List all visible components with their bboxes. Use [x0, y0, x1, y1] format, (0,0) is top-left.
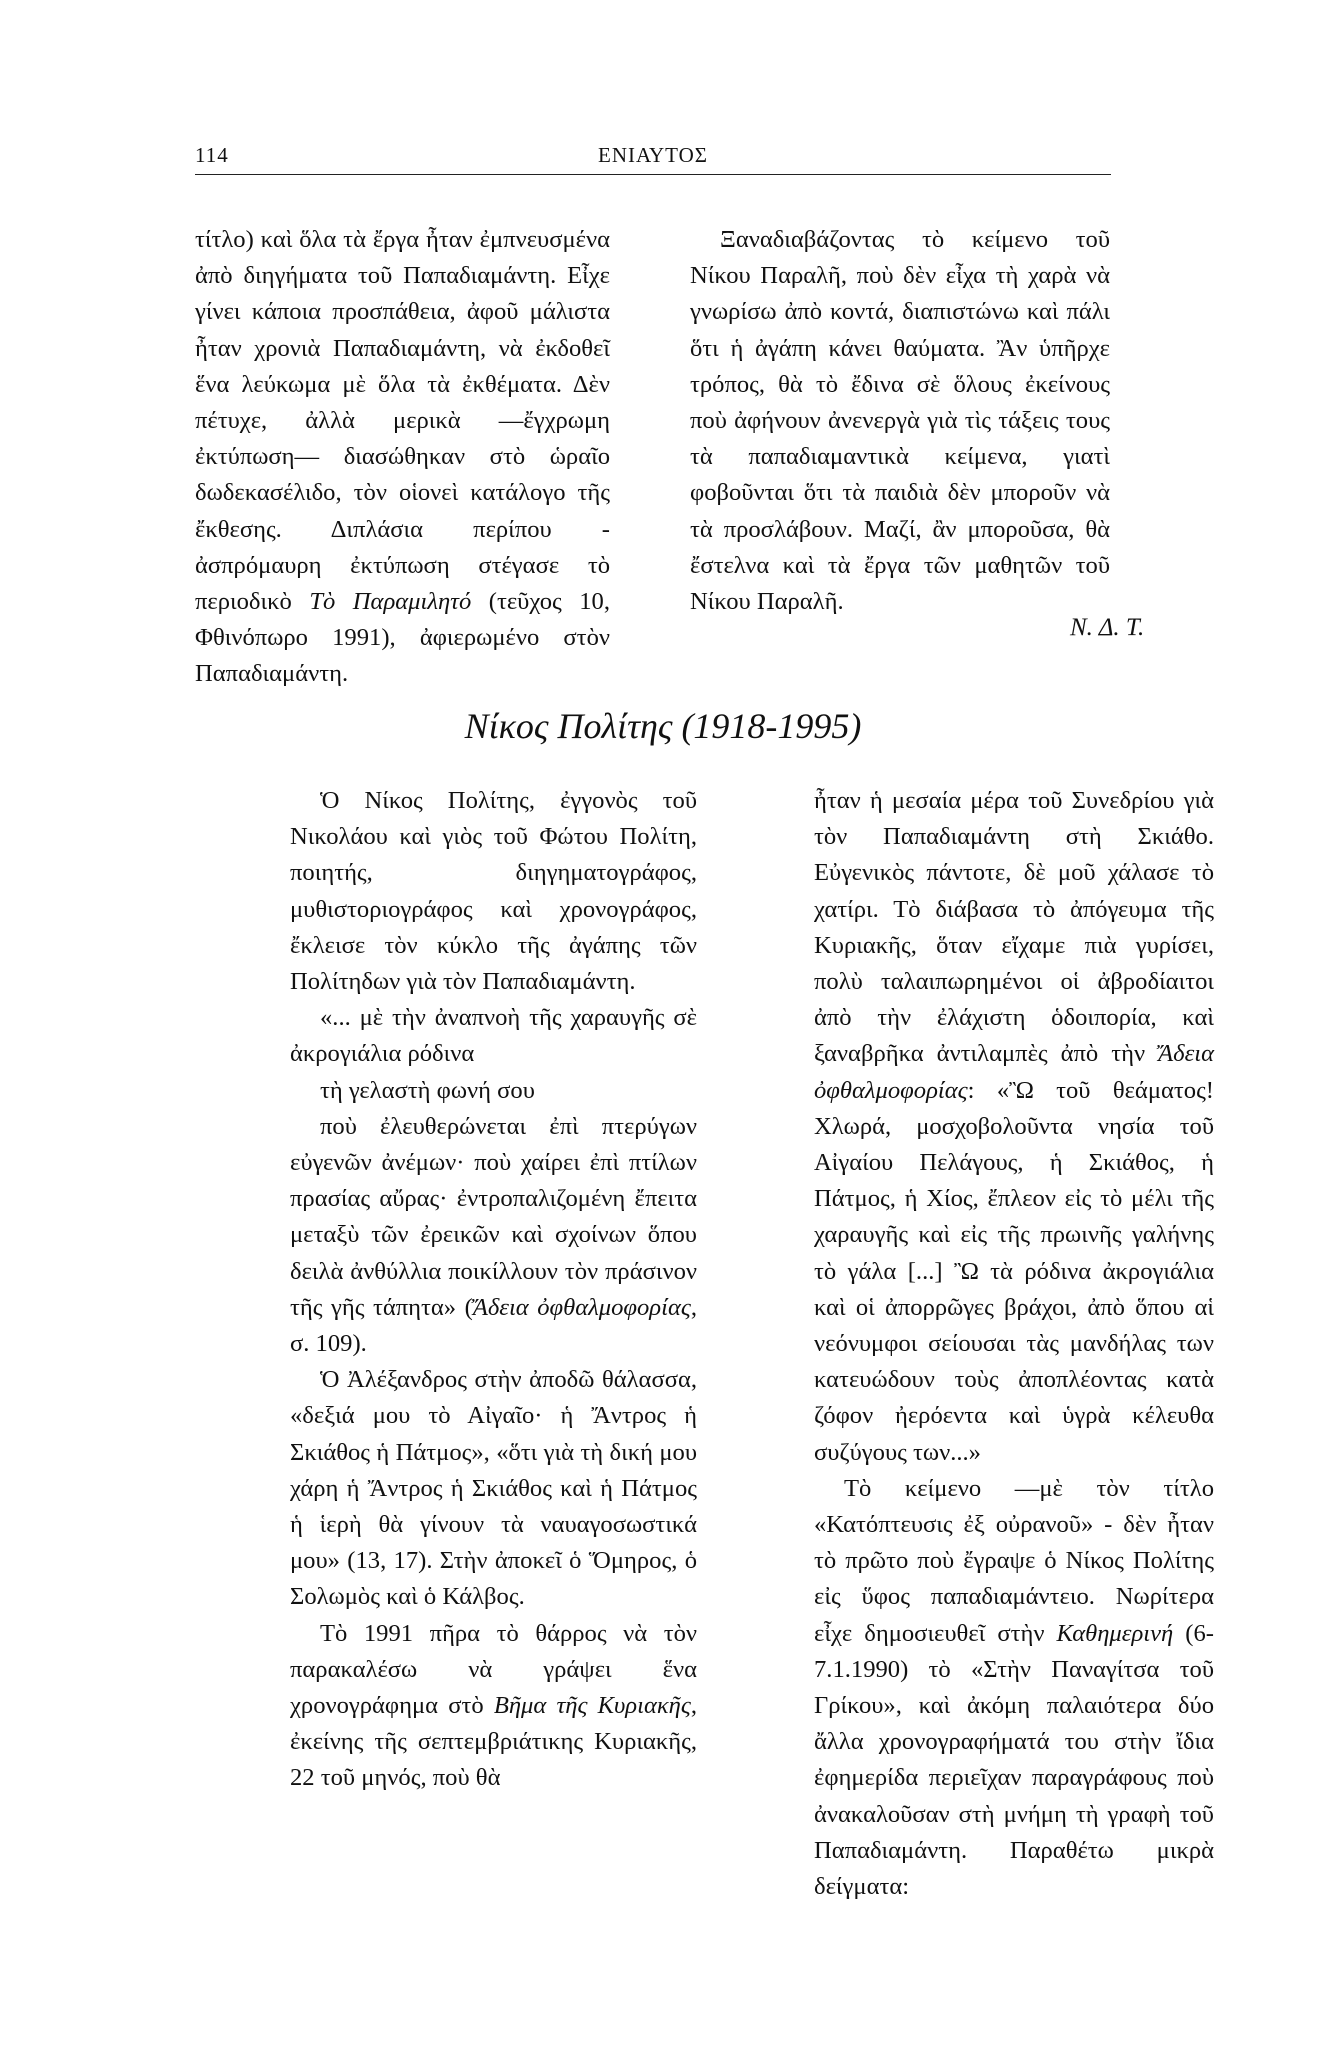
quote-line: «... μὲ τὴν ἀναπνοὴ τῆς χαραυγῆς σὲ ἀκρογιάλια ρόδινα: [290, 1004, 697, 1068]
newspaper-title: Καθημερινή: [1056, 1619, 1174, 1647]
book-title: Ἄδεια ὀφθαλμοφορίας: [814, 1040, 1214, 1104]
running-head: [195, 140, 1111, 175]
page-number: 114: [195, 143, 229, 167]
paragraph: Ξαναδιαβάζοντας τὸ κείμενο τοῦ Νίκου Παραλῆ, ποὺ δὲν εἶχα τὴ χαρὰ νὰ γνωρίσω ἀπὸ κοντά, διαπιστώνω καὶ πάλι ὅτι ἡ ἀγάπη κάνει θαύματα. Ἂν ὑπῆρχε τρόπος, θὰ τὸ ἔδινα σὲ ὅλους ἐκείνους ποὺ ἀφήνουν ἀνενεργὰ γιὰ τὶς τάξεις τους τὰ παπαδιαμαντικὰ κείμενα, γιατὶ φοβοῦνται ὅτι τὰ παιδιὰ δὲν μποροῦν νὰ τὰ προσλάβουν. Μαζί, ἂν μποροῦσα, θὰ ἔστελνα καὶ τὰ ἔργα τῶν μαθητῶν τοῦ Νίκου Παραλῆ.: [690, 226, 1110, 616]
quote-line: τὴ γελαστὴ φωνή σου: [320, 1076, 535, 1104]
author-signature: Ν. Δ. Τ.: [1070, 614, 1145, 641]
paragraph: ἦταν ἡ μεσαία μέρα τοῦ Συνεδρίου γιὰ τὸν Παπαδιαμάντη στὴ Σκιάθο. Εὐγενικὸς πάντοτε, δὲ μοῦ χάλασε τὸ χατίρι. Τὸ διάβασα τὸ ἀπόγευμα τῆς Κυριακῆς, ὅταν εἴχαμε πιὰ γυρίσει, πολὺ ταλαιπωρημένοι οἱ ἀβροδίαιτοι ἀπὸ τὴν ἐλάχιστη ὁδοιπορία, καὶ ξαναβρῆκα ἀντιλαμπὲς ἀπὸ τὴν Ἄδεια ὀφθαλμοφορίας: «Ὢ τοῦ θεάματος! Χλωρά, μοσχοβολοῦντα νησία τοῦ Αἰγαίου Πελάγους, ἡ Σκιάθος, ἡ Πάτμος, ἡ Χίος, ἔπλεον εἰς τὸ μέλι τῆς χαραυγῆς καὶ εἰς τῆς πρωινῆς γαλήνης τὸ γάλα [...] Ὢ τὰ ρόδινα ἀκρογιάλια καὶ οἱ ἀπορρῶγες βράχοι, ἀπὸ ὅπου αἱ νεόνυμφοι σείουσαι τὰς μανδήλας των κατευώδουν τοὺς ἀποπλέοντας κατὰ ζόφον ἠερόεντα καὶ ὑγρὰ κέλευθα συζύγους των...»: [814, 787, 1214, 1466]
running-title: ΕΝΙΑΥΤΟΣ: [598, 143, 708, 167]
quote-line: ποὺ ἐλευθερώνεται ἐπὶ πτερύγων εὐγενῶν ἀνέμων· ποὺ χαίρει ἐπὶ πτίλων πρασίας αὔρας· ἐντροπαλιζομένη ἔπειτα μεταξὺ τῶν ἐρεικῶν καὶ σχοίνων ὅπου δειλὰ ἀνθύλλια ποικίλλουν τὸν πράσινον τῆς γῆς τάπητα» (Ἄδεια ὀφθαλμοφορίας, σ. 109).: [290, 1112, 697, 1358]
paragraph: Ὁ Νίκος Πολίτης, ἐγγονὸς τοῦ Νικολάου καὶ γιὸς τοῦ Φώτου Πολίτη, ποιητής, διηγηματογράφος, μυθιστοριογράφος καὶ χρονογράφος, ἔκλεισε τὸν κύκλο τῆς ἀγάπης τῶν Πολίτηδων γιὰ τὸν Παπαδιαμάντη.: [290, 787, 697, 996]
top-left-column: [195, 222, 610, 693]
paragraph: Τὸ κείμενο —μὲ τὸν τίτλο «Κατόπτευσις ἐξ οὐρανοῦ» - δὲν ἦταν τὸ πρῶτο ποὺ ἔγραψε ὁ Νίκος Πολίτης εἰς ὕφος παπαδιαμάντειο. Νωρίτερα εἶχε δημοσιευθεῖ στὴν Καθημερινή (6-7.1.1990) τὸ «Στὴν Παναγίτσα τοῦ Γρίκου», καὶ ἀκόμη παλαιότερα δύο ἄλλα χρονογραφήματά του στὴν ἴδια ἐφημερίδα περιεῖχαν παραγράφους ποὺ ἀνακαλοῦσαν στὴ μνήμη τὴ γραφὴ τοῦ Παπαδιαμάντη. Παραθέτω μικρὰ δείγματα:: [814, 1474, 1214, 1901]
paragraph: τίτλο) καὶ ὅλα τὰ ἔργα ἦταν ἐμπνευσμένα ἀπὸ διηγήματα τοῦ Παπαδιαμάντη. Εἶχε γίνει κάποια προσπάθεια, ἀφοῦ μάλιστα ἦταν χρονιὰ Παπαδιαμάντη, νὰ ἐκδοθεῖ ἕνα λεύκωμα μὲ ὅλα τὰ ἐκθέματα. Δὲν πέτυχε, ἀλλὰ μερικὰ —ἔγχρωμη ἐκτύπωση— διασώθηκαν στὸ ὡραῖο δωδεκασέλιδο, τὸν οἱονεὶ κατάλογο τῆς ἔκθεσης. Διπλάσια περίπου - ἀσπρόμαυρη ἐκτύπωση στέγασε τὸ περιοδικὸ Τὸ Παραμιλητό (τεῦχος 10, Φθινόπωρο 1991), ἀφιερωμένο στὸν Παπαδιαμάντη.: [195, 226, 610, 688]
bottom-right-column: [814, 783, 1214, 1905]
book-title: Ἄδεια ὀφθαλμοφορίας: [472, 1293, 691, 1321]
paragraph: Τὸ 1991 πῆρα τὸ θάρρος νὰ τὸν παρακαλέσω νὰ γράψει ἕνα χρονογράφημα στὸ Βῆμα τῆς Κυριακῆς, ἐκείνης τῆς σεπτεμβριάτικης Κυριακῆς, 22 τοῦ μηνός, ποὺ θὰ: [290, 1619, 697, 1792]
bottom-left-column: [290, 783, 697, 1797]
paragraph: Ὁ Ἀλέξανδρος στὴν ἀποδῶ θάλασσα, «δεξιά μου τὸ Αἰγαῖο· ἡ Ἄντρος ἡ Σκιάθος ἡ Πάτμος», «ὅτι γιὰ τὴ δική μου χάρη ἡ Ἄντρος ἡ Σκιάθος καὶ ἡ Πάτμος ἡ ἱερὴ θὰ γίνουν τὰ ναυαγοσωστικά μου» (13, 17). Στὴν ἀποκεῖ ὁ Ὅμηρος, ὁ Σολωμὸς καὶ ὁ Κάλβος.: [290, 1366, 697, 1611]
periodical-title: Τὸ Παραμιλητό: [309, 588, 472, 616]
section-title: Νίκος Πολίτης (1918-1995): [464, 706, 862, 746]
newspaper-title: Βῆμα τῆς Κυριακῆς: [493, 1692, 691, 1720]
top-right-column: [690, 222, 1110, 620]
